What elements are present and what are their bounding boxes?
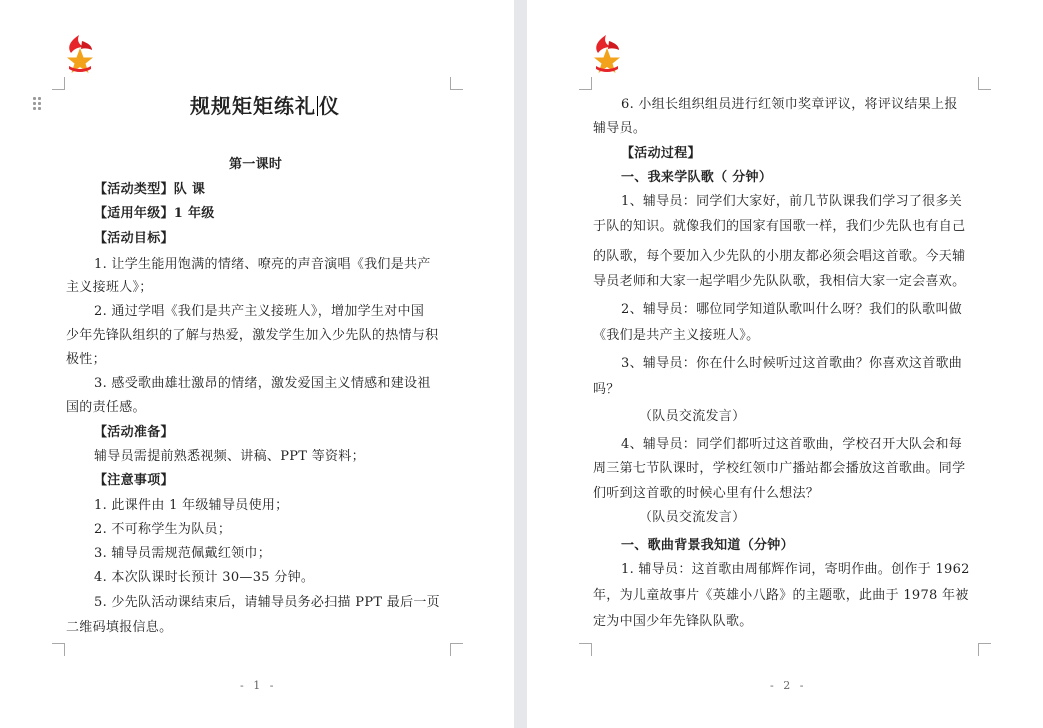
text-line: 3、辅导员：你在什么时候听过这首歌曲？你喜欢这首歌曲 bbox=[621, 356, 963, 371]
document-page-1 bbox=[0, 0, 514, 728]
margin-mark-top-left bbox=[579, 77, 592, 90]
text-line: 吗？ bbox=[593, 382, 620, 397]
text-line: 极性； bbox=[66, 352, 106, 367]
document-page-2 bbox=[527, 0, 1043, 728]
text-line: 于队的知识。就像我们的国家有国歌一样，我们少先队也有自己 bbox=[593, 219, 966, 234]
text-line: 年，为儿童故事片《英雄小八路》的主题歌，此曲于 1978 年被 bbox=[593, 588, 969, 603]
text-line: 们听到这首歌的时候心里有什么想法？ bbox=[593, 486, 820, 501]
section-heading: 一、我来学队歌（ 分钟） bbox=[621, 170, 773, 185]
title-text-before-cursor: 规规矩矩练礼 bbox=[190, 94, 316, 118]
margin-mark-top-right bbox=[978, 77, 991, 90]
lesson-heading: 第一课时 bbox=[229, 157, 283, 172]
text-line: 主义接班人》； bbox=[66, 280, 153, 295]
text-line: 的队歌，每个要加入少先队的小朋友都必须会唱这首歌。今天辅 bbox=[593, 249, 966, 264]
text-line: 2. 通过学唱《我们是共产主义接班人》，增加学生对中国 bbox=[94, 304, 425, 319]
text-line: 定为中国少年先锋队队歌。 bbox=[593, 614, 753, 629]
young-pioneers-logo-icon bbox=[589, 33, 625, 75]
text-line: 4. 本次队课时长预计 30—35 分钟。 bbox=[94, 570, 315, 585]
text-line: 3. 感受歌曲雄壮激昂的情绪，激发爱国主义情感和建设祖 bbox=[94, 376, 431, 391]
section-heading: 【活动准备】 bbox=[94, 425, 174, 440]
margin-mark-bottom-left bbox=[579, 643, 592, 656]
text-line: 辅导员需提前熟悉视频、讲稿、PPT 等资料； bbox=[94, 449, 365, 464]
section-heading: 【活动过程】 bbox=[621, 146, 701, 161]
section-heading: 【注意事项】 bbox=[94, 473, 174, 488]
margin-mark-top-left bbox=[52, 77, 65, 90]
text-line: 少年先锋队组织的了解与热爱，激发学生加入少先队的热情与积 bbox=[66, 328, 439, 343]
text-line: 3. 辅导员需规范佩戴红领巾； bbox=[94, 546, 272, 561]
text-line: 二维码填报信息。 bbox=[66, 620, 173, 635]
text-line: 1. 辅导员：这首歌由周郁辉作词，寄明作曲。创作于 1962 bbox=[621, 562, 970, 577]
text-line: 【活动类型】队 课 bbox=[94, 182, 206, 197]
margin-mark-bottom-left bbox=[52, 643, 65, 656]
text-line: 周三第七节队课时，学校红领巾广播站都会播放这首歌曲。同学 bbox=[593, 461, 966, 476]
margin-mark-bottom-right bbox=[450, 643, 463, 656]
text-line: 6. 小组长组织组员进行红领巾奖章评议，将评议结果上报 bbox=[621, 97, 958, 112]
text-line: 5. 少先队活动课结束后，请辅导员务必扫描 PPT 最后一页 bbox=[94, 595, 440, 610]
text-line: （队员交流发言） bbox=[639, 510, 746, 525]
text-line: 2. 不可称学生为队员； bbox=[94, 522, 232, 537]
text-line: 《我们是共产主义接班人》。 bbox=[593, 328, 760, 343]
text-line: （队员交流发言） bbox=[639, 409, 746, 424]
text-cursor bbox=[317, 96, 318, 116]
title-text-after-cursor: 仪 bbox=[319, 94, 340, 118]
page-number: - 1 - bbox=[240, 679, 277, 692]
text-line: 1. 此课件由 1 年级辅导员使用； bbox=[94, 498, 289, 513]
page-number: - 2 - bbox=[770, 679, 807, 692]
section-heading: 【活动目标】 bbox=[94, 231, 174, 246]
young-pioneers-logo-icon bbox=[62, 33, 98, 75]
margin-mark-top-right bbox=[450, 77, 463, 90]
text-line: 2、辅导员：哪位同学知道队歌叫什么呀？我们的队歌叫做 bbox=[621, 302, 963, 317]
text-line: 1. 让学生能用饱满的情绪、嘹亮的声音演唱《我们是共产 bbox=[94, 257, 431, 272]
document-title[interactable] bbox=[190, 94, 340, 118]
text-line: 【适用年级】1 年级 bbox=[94, 206, 215, 221]
paragraph-move-handle-icon[interactable] bbox=[33, 97, 41, 111]
section-heading: 一、歌曲背景我知道（分钟） bbox=[621, 538, 794, 553]
text-line: 1、辅导员：同学们大家好，前几节队课我们学习了很多关 bbox=[621, 194, 963, 209]
text-line: 辅导员。 bbox=[593, 121, 647, 136]
text-line: 4、辅导员：同学们都听过这首歌曲，学校召开大队会和每 bbox=[621, 437, 963, 452]
text-line: 导员老师和大家一起学唱少先队队歌，我相信大家一定会喜欢。 bbox=[593, 274, 966, 289]
margin-mark-bottom-right bbox=[978, 643, 991, 656]
text-line: 国的责任感。 bbox=[66, 400, 146, 415]
